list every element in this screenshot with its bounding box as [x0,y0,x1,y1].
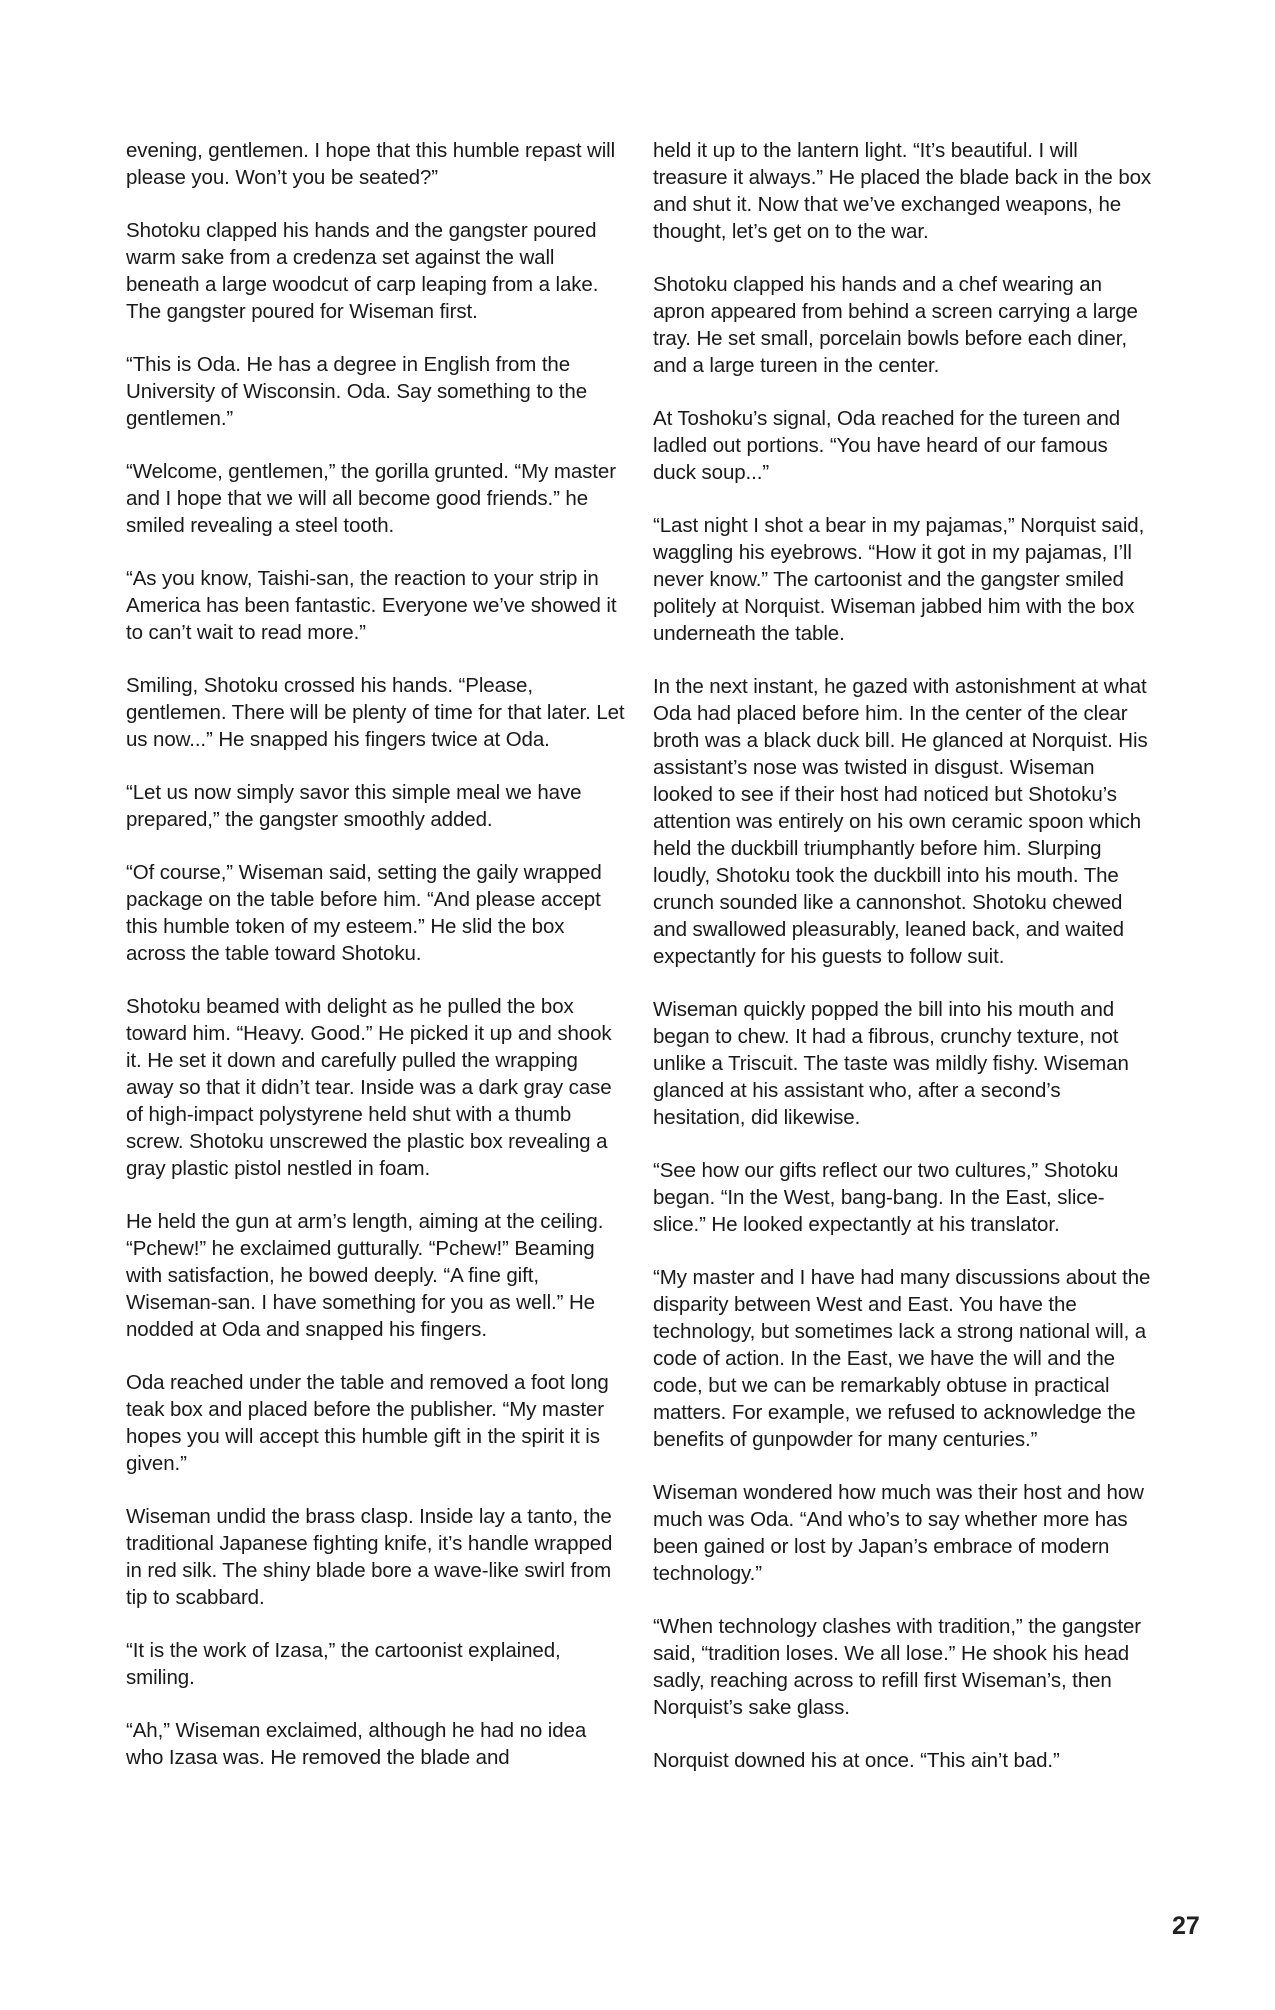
paragraph: “As you know, Taishi-san, the reaction to your strip in America has been fantastic. Everyone we’ve showed it to can’t wait to read more.” [126,567,617,644]
paragraph: “This is Oda. He has a degree in English from the University of Wisconsin. Oda. Say something to the gentlemen.” [126,353,588,430]
paragraph: “Welcome, gentlemen,” the gorilla grunted. “My master and I hope that we will all become good friends.” he smiled revealing a steel tooth. [126,460,616,537]
page-number: 27 [1172,1912,1200,1940]
paragraph: In the next instant, he gazed with astonishment at what Oda had placed before him. In the center of the clear broth was a black duck bill. He glanced at Norquist. His assistant’s nose was twisted in disgust. Wiseman looked to see if their host had noticed but Shotoku’s attention was entirely on his own ceramic spoon which held the duckbill triumphantly before him. Slurping loudly, Shotoku took the duckbill into his mouth. The crunch sounded like a cannonshot. Shotoku chewed and swallowed pleasurably, leaned back, and waited expectantly for his guests to follow suit. [653,675,1148,968]
paragraph: “My master and I have had many discussions about the disparity between West and East. You have the technology, but sometimes lack a strong national will, a code of action. In the East, we have the will and the code, but we can be remarkably obtuse in practical matters. For example, we refused to acknowledge the benefits of gunpowder for many centuries.” [653,1266,1151,1451]
paragraph: “It is the work of Izasa,” the cartoonist explained, smiling. [126,1639,561,1689]
paragraph: evening, gentlemen. I hope that this humble repast will please you. Won’t you be seated?” [126,139,616,189]
paragraph: Shotoku clapped his hands and a chef wearing an apron appeared from behind a screen carrying a large tray. He set small, porcelain bowls before each diner, and a large tureen in the center. [653,273,1138,377]
paragraph: “Let us now simply savor this simple meal we have prepared,” the gangster smoothly added. [126,781,582,831]
paragraph: Norquist downed his at once. “This ain’t bad.” [653,1749,1060,1772]
paragraph: Wiseman wondered how much was their host and how much was Oda. “And who’s to say whether more has been gained or lost by Japan’s embrace of modern technology.” [653,1481,1144,1585]
paragraph: Smiling, Shotoku crossed his hands. “Please, gentlemen. There will be plenty of time for that later. Let us now...” He snapped his fingers twice at Oda. [126,674,625,751]
paragraph: Oda reached under the table and removed a foot long teak box and placed before the publisher. “My master hopes you will accept this humble gift in the spirit it is given.” [126,1371,609,1475]
paragraph: “When technology clashes with tradition,” the gangster said, “tradition loses. We all lose.” He shook his head sadly, reaching across to refill first Wiseman’s, then Norquist’s sake glass. [653,1615,1142,1719]
paragraph: “Of course,” Wiseman said, setting the gaily wrapped package on the table before him. “And please accept this humble token of my esteem.” He slid the box across the table toward Shotoku. [126,861,602,965]
paragraph: Shotoku clapped his hands and the gangster poured warm sake from a credenza set against the wall beneath a large woodcut of carp leaping from a lake. The gangster poured for Wiseman first. [126,219,599,323]
paragraph: At Toshoku’s signal, Oda reached for the tureen and ladled out portions. “You have heard of our famous duck soup...” [653,407,1121,484]
right-text-column [653,137,1153,1800]
paragraph: Wiseman quickly popped the bill into his mouth and began to chew. It had a fibrous, crunchy texture, not unlike a Triscuit. The taste was mildly fishy. Wiseman glanced at his assistant who, after a second’s hesitation, did likewise. [653,998,1129,1129]
paragraph: “Last night I shot a bear in my pajamas,” Norquist said, waggling his eyebrows. “How it got in my pajamas, I’ll never know.” The cartoonist and the gangster smiled politely at Norquist. Wiseman jabbed him with the box underneath the table. [653,514,1145,645]
left-text-column [126,137,626,1797]
paragraph: He held the gun at arm’s length, aiming at the ceiling. “Pchew!” he exclaimed gutturally. “Pchew!” Beaming with satisfaction, he bowed deeply. “A fine gift, Wiseman-san. I have something for you as well.” He nodded at Oda and snapped his fingers. [126,1210,604,1341]
paragraph: “Ah,” Wiseman exclaimed, although he had no idea who Izasa was. He removed the blade and [126,1719,587,1769]
paragraph: Shotoku beamed with delight as he pulled the box toward him. “Heavy. Good.” He picked it up and shook it. He set it down and carefully pulled the wrapping away so that it didn’t tear. Inside was a dark gray case of high-impact polystyrene held shut with a thumb screw. Shotoku unscrewed the plastic box revealing a gray plastic pistol nestled in foam. [126,995,612,1180]
paragraph: held it up to the lantern light. “It’s beautiful. I will treasure it always.” He placed the blade back in the box and shut it. Now that we’ve exchanged weapons, he thought, let’s get on to the war. [653,139,1152,243]
paragraph: Wiseman undid the brass clasp. Inside lay a tanto, the traditional Japanese fighting knife, it’s handle wrapped in red silk. The shiny blade bore a wave-like swirl from tip to scabbard. [126,1505,613,1609]
paragraph: “See how our gifts reflect our two cultures,” Shotoku began. “In the West, bang-bang. In the East, slice-slice.” He looked expectantly at his translator. [653,1159,1119,1236]
